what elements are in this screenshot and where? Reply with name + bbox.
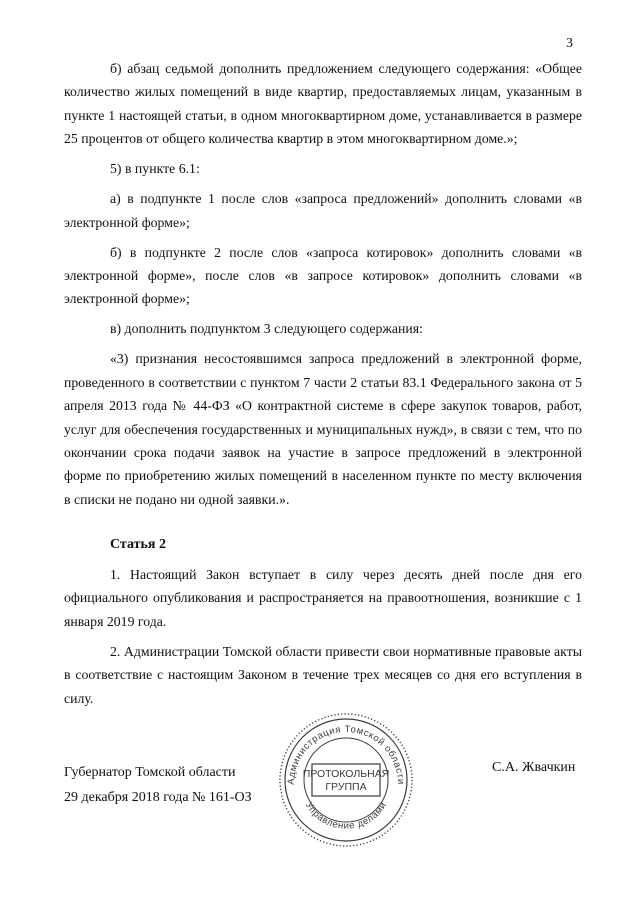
page-number: 3 <box>566 36 573 51</box>
stamp-text-bottom: Управление делами <box>302 800 390 832</box>
signatory-title: Губернатор Томской области <box>64 765 236 780</box>
article-paragraph: 1. Настоящий Закон вступает в силу через десять дней после дня его официального опубликования и распространяется на правоотношения, возникшие с 1 января 2019 года. <box>64 567 582 629</box>
stamp-seal <box>276 710 416 850</box>
document-body <box>64 57 582 518</box>
article-body <box>64 563 582 717</box>
signature-block <box>64 760 252 810</box>
paragraph: б) абзац седьмой дополнить предложением следующего содержания: «Общее количество жилых помещений в виде квартир, предоставляемых лицам, указанным в пункте 1 настоящей статьи, в одном многоквартирном доме, устанавливается в размере 25 процентов от общего количества квартир в этом многоквартирном доме.»; <box>64 61 582 147</box>
stamp-center-line2: ГРУППА <box>325 781 367 793</box>
stamp-center-line1: ПРОТОКОЛЬНАЯ <box>302 768 390 780</box>
signatory-name: С.А. Жвачкин <box>492 760 576 775</box>
paragraph: а) в подпункте 1 после слов «запроса предложений» дополнить словами «в электронной форме»; <box>64 191 582 230</box>
paragraph: «3) признания несостоявшимся запроса предложений в электронной форме, проведенного в соответствии с пунктом 7 части 2 статьи 83.1 Федерального закона от 5 апреля 2013 года № 44-ФЗ «О контрактной системе в сфере закупок товаров, работ, услуг для обеспечения государственных и муниципальных нужд», в связи с тем, что по окончании срока подачи заявок на участие в запросе предложений в электронной форме по приобретению жилых помещений в населенном пункте по месту включения в списки не подано ни одной заявки.». <box>64 351 582 507</box>
paragraph: 5) в пункте 6.1: <box>110 161 200 177</box>
law-date-number: 29 декабря 2018 года № 161-ОЗ <box>64 790 252 805</box>
paragraph: в) дополнить подпунктом 3 следующего содержания: <box>110 321 423 337</box>
article-heading: Статья 2 <box>110 537 166 552</box>
stamp-text-top: Администрация Томской области <box>285 723 407 786</box>
article-paragraph: 2. Администрации Томской области привести свои нормативные правовые акты в соответствие с настоящим Законом в течение трех месяцев со дня его вступления в силу. <box>64 643 582 706</box>
paragraph: б) в подпункте 2 после слов «запроса котировок» дополнить словами «в электронной форме», после слов «в запросе котировок» дополнить словами «в электронной форме»; <box>64 244 582 307</box>
